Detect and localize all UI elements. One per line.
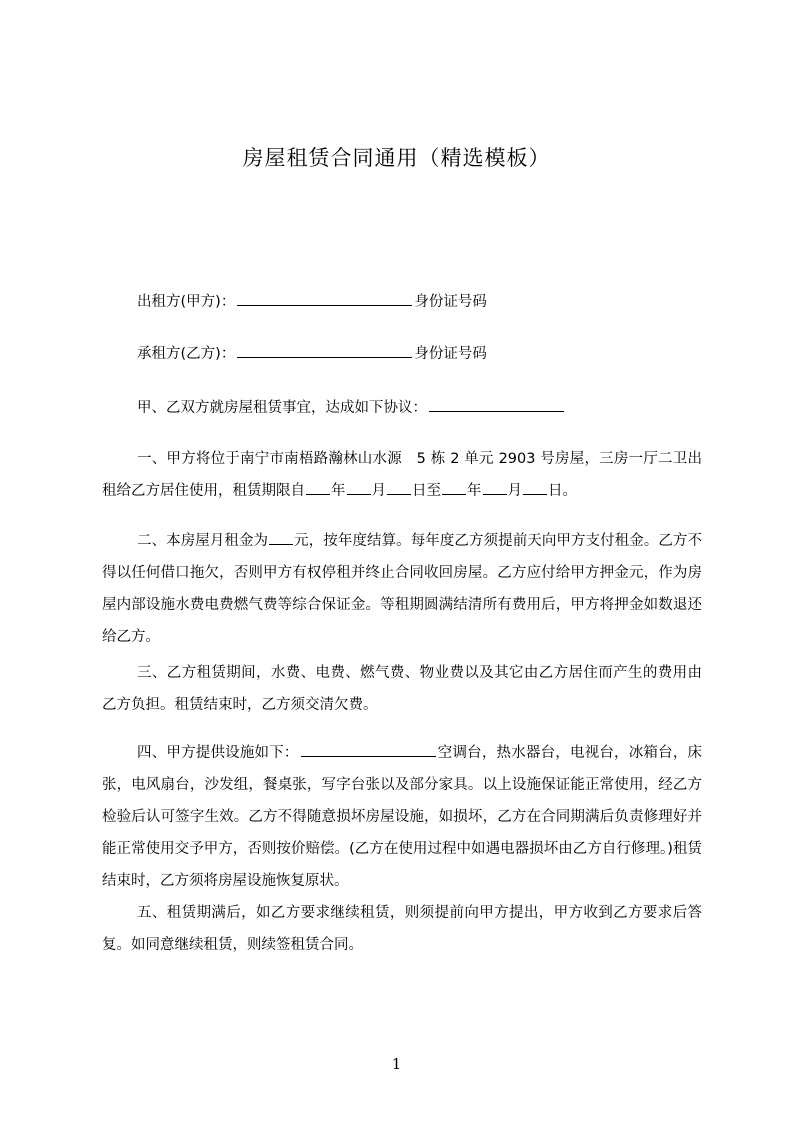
clause-2 <box>102 525 702 653</box>
agreement-text: 甲、乙双方就房屋租赁事宜，达成如下协议： <box>137 400 427 416</box>
blank[interactable] <box>483 481 507 495</box>
clause-1-month: 月 <box>371 483 386 499</box>
document-title: 房屋租赁合同通用（精选模板） <box>242 146 551 170</box>
clause-1-text: 一、甲方将位于南宁市南梧路瀚林山水源 5 栋 2 单元 2903 号房屋，三房一厅二卫出租给乙方居住使用，租赁期限自 <box>102 451 702 499</box>
clause-1-day: 日至 <box>412 483 441 499</box>
lessee-line <box>137 342 487 366</box>
lessor-line <box>137 290 487 314</box>
lessee-name-blank[interactable] <box>237 343 412 358</box>
blank[interactable] <box>387 481 411 495</box>
blank[interactable] <box>523 481 547 495</box>
clause-1-day-end: 日。 <box>548 483 577 499</box>
lessor-label: 出租方(甲方)： <box>137 294 236 310</box>
agreement-blank[interactable] <box>429 397 564 412</box>
page-number: 1 <box>391 1055 402 1073</box>
lessee-id-label: 身份证号码 <box>414 346 487 362</box>
clause-3: 三、乙方租赁期间，水费、电费、燃气费、物业费以及其它由乙方居住而产生的费用由乙方负担。租赁结束时，乙方须交清欠费。 <box>102 665 702 713</box>
lessor-id-label: 身份证号码 <box>414 294 487 310</box>
clause-2-text-a: 二、本房屋月租金为 <box>137 533 269 549</box>
clause-4-blank[interactable] <box>301 742 436 757</box>
clause-4-text-a: 四、甲方提供设施如下： <box>137 745 299 761</box>
clause-5: 五、租赁期满后，如乙方要求继续租赁，则须提前向甲方提出，甲方收到乙方要求后答复。如同意继续租赁，则续签租赁合同。 <box>102 905 702 953</box>
agreement-line <box>137 396 566 420</box>
blank[interactable] <box>442 481 466 495</box>
clause-4 <box>102 737 702 897</box>
clause-4-text-b: 空调台，热水器台，电视台，冰箱台，床张，电风扇台，沙发组，餐桌张，写字台张以及部分家具。以上设施保证能正常使用，经乙方检验后认可签字生效。乙方不得随意损坏房屋设施，如损坏，乙方在合同期满后负责修理好并能正常使用交予甲方，否则按价赔偿。(乙方在使用过程中如遇电器损坏由乙方自行修理。)租赁结束时，乙方须将房屋设施恢复原状。 <box>102 745 703 889</box>
lessor-name-blank[interactable] <box>237 291 412 306</box>
clause-1-year-end: 年 <box>467 483 482 499</box>
clause-1-year: 年 <box>331 483 346 499</box>
blank[interactable] <box>269 531 293 545</box>
clause-2-text-b: 元，按年度结算。每年度乙方须提前天向甲方支付租金。乙方不得以任何借口拖欠，否则甲方有权停租并终止合同收回房屋。乙方应付给甲方押金元，作为房屋内部设施水费电费燃气费等综合保证金。等租期圆满结清所有费用后，甲方将押金如数退还给乙方。 <box>102 533 702 645</box>
blank[interactable] <box>306 481 330 495</box>
blank[interactable] <box>347 481 371 495</box>
clause-1-month-end: 月 <box>507 483 522 499</box>
clause-1 <box>102 443 702 507</box>
lessee-label: 承租方(乙方)： <box>137 346 236 362</box>
